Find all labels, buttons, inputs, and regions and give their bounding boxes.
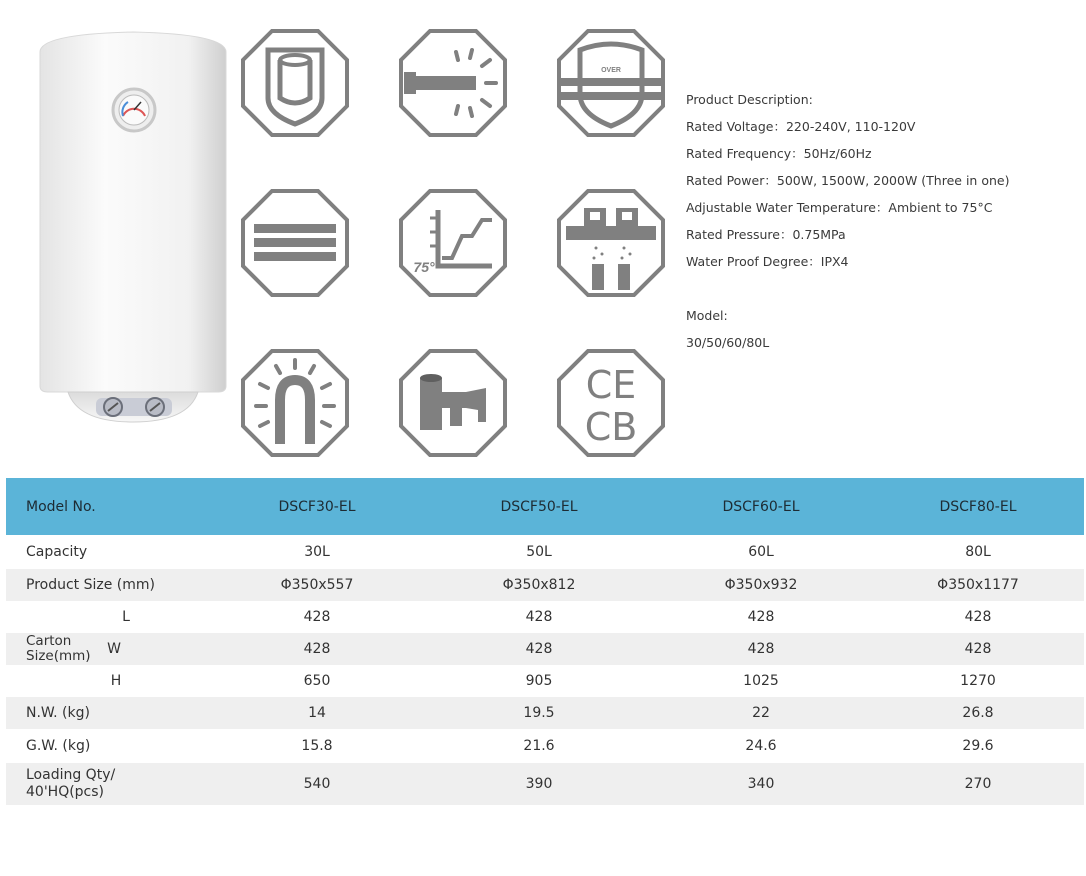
table-cell: 390 <box>428 763 650 805</box>
table-cell: 26.8 <box>872 697 1084 729</box>
overheat-shield-icon <box>556 28 666 138</box>
tank-protection-icon <box>240 28 350 138</box>
table-cell: 21.6 <box>523 738 555 754</box>
table-cell: 22 <box>650 697 872 729</box>
table-cell: 428 <box>747 609 775 625</box>
table-header-row <box>6 478 1084 535</box>
rated-pressure: Rated Pressure：0.75MPa <box>686 227 846 242</box>
loading-qty-row <box>6 763 1084 805</box>
carton-l-row <box>6 601 1084 633</box>
table-cell: 1025 <box>743 673 779 689</box>
table-cell: 30L <box>304 544 330 560</box>
table-cell: 19.5 <box>428 697 650 729</box>
water-proof-degree: Water Proof Degree：IPX4 <box>686 254 849 269</box>
rated-power: Rated Power：500W, 1500W, 2000W (Three in one) <box>686 173 1010 188</box>
feature-icons <box>240 28 680 463</box>
carton-label-line2: Size(mm) <box>26 648 91 664</box>
carton-label-line1: Carton <box>26 633 72 649</box>
table-cell: 80L <box>965 544 991 560</box>
table-cell: 428 <box>964 609 992 625</box>
product-size-row <box>6 569 1084 601</box>
gross-weight-label: G.W. (kg) <box>26 738 91 754</box>
header-model-50: DSCF50-EL <box>428 478 650 535</box>
table-cell: 428 <box>303 609 331 625</box>
temp-label: 75° <box>413 259 435 275</box>
gross-weight-row <box>6 729 1084 763</box>
header-model-60: DSCF60-EL <box>650 478 872 535</box>
net-weight-row <box>6 697 1084 729</box>
model-label: Model: <box>686 308 728 323</box>
header-model-30: DSCF30-EL <box>206 478 428 535</box>
water-valve-icon <box>556 188 666 298</box>
model-value: 30/50/60/80L <box>686 335 770 350</box>
over-label: OVER <box>601 67 621 74</box>
product-description <box>686 90 1076 360</box>
capacity-row <box>6 535 1084 569</box>
table-cell: 60L <box>748 544 774 560</box>
table-cell: 650 <box>303 673 331 689</box>
heating-element-icon <box>398 28 508 138</box>
temperature-curve-icon <box>398 188 508 298</box>
specification-table <box>6 478 1084 805</box>
loading-label-line2: 40'HQ(pcs) <box>26 784 105 800</box>
loading-label-line1: Loading Qty/ <box>26 767 116 783</box>
table-cell: 340 <box>650 763 872 805</box>
table-cell: 29.6 <box>962 738 994 754</box>
carton-h-row <box>6 665 1084 697</box>
capacity-label: Capacity <box>26 544 88 560</box>
carton-l-label: L <box>122 609 130 625</box>
ce-mark: CE <box>585 363 637 407</box>
table-cell: 428 <box>428 633 650 665</box>
table-cell: Φ350x932 <box>650 569 872 601</box>
table-cell: 428 <box>872 633 1084 665</box>
table-cell: 428 <box>650 633 872 665</box>
cb-mark: CB <box>584 405 638 449</box>
table-cell: 15.8 <box>301 738 333 754</box>
table-cell: 14 <box>206 697 428 729</box>
table-cell: Φ350x1177 <box>872 569 1084 601</box>
u-heater-icon <box>240 348 350 458</box>
mixer-tap-icon <box>398 348 508 458</box>
table-cell: 428 <box>525 609 553 625</box>
carton-w-label: W <box>107 640 121 657</box>
ce-cb-certification-icon <box>556 348 666 458</box>
carton-w-row <box>6 633 1084 665</box>
table-cell: 1270 <box>960 673 996 689</box>
description-title: Product Description: <box>686 92 813 107</box>
water-temperature: Adjustable Water Temperature：Ambient to 75°C <box>686 200 993 215</box>
insulation-layer-icon <box>240 188 350 298</box>
table-cell: 24.6 <box>745 738 777 754</box>
table-cell: 540 <box>206 763 428 805</box>
table-cell: 270 <box>872 763 1084 805</box>
header-model-no: Model No. <box>6 478 206 535</box>
table-cell: 428 <box>206 633 428 665</box>
net-weight-label: N.W. (kg) <box>6 697 206 729</box>
table-cell: Φ350x812 <box>428 569 650 601</box>
table-cell: Φ350x557 <box>206 569 428 601</box>
table-cell: 50L <box>526 544 552 560</box>
table-cell: 905 <box>525 673 553 689</box>
header-model-80: DSCF80-EL <box>872 478 1084 535</box>
water-heater-image <box>38 30 228 425</box>
rated-voltage: Rated Voltage：220-240V, 110-120V <box>686 119 916 134</box>
rated-frequency: Rated Frequency：50Hz/60Hz <box>686 146 872 161</box>
product-size-label: Product Size (mm) <box>6 569 206 601</box>
carton-h-label: H <box>110 673 122 689</box>
